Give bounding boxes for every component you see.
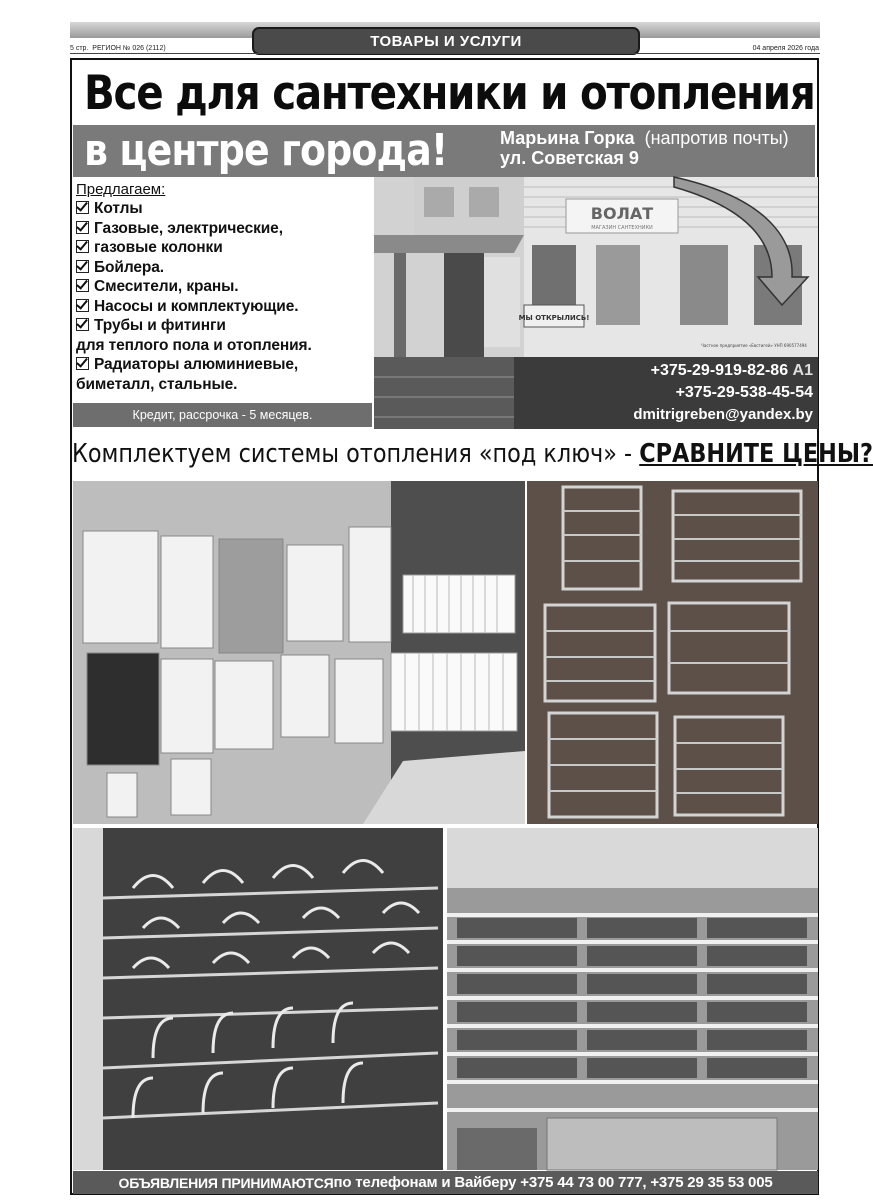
turnkey-tagline: Комплектуем системы отопления «под ключ» - СРАВНИТЕ ЦЕНЫ? — [72, 439, 873, 469]
phone-1[interactable]: +375-29-919-82-86 А1 — [650, 362, 813, 379]
store-sign-text: ВОЛАТ — [590, 204, 654, 223]
checkbox-icon — [76, 260, 89, 273]
page-number: 5 стр. РЕГИОН № 026 (2112) — [70, 45, 166, 52]
faucets-illustration — [73, 828, 443, 1170]
credit-banner: Кредит, рассрочка - 5 месяцев. — [73, 403, 372, 427]
svg-text:Частное предприятие «Евстигей»: Частное предприятие «Евстигей» УНП 690577494 — [701, 343, 807, 348]
offer-item: Газовые, электрические, — [76, 219, 372, 239]
footer-text: по телефонам и Вайберу +375 44 73 00 777, +375 29 35 53 005 — [333, 1174, 773, 1191]
offer-item: Бойлера. — [76, 258, 372, 278]
open-sign-text: МЫ ОТКРЫЛИСЬ! — [518, 314, 590, 322]
offer-item: газовые колонки — [76, 238, 372, 258]
checkbox-icon — [76, 357, 89, 370]
ad-subheadline: в центре города! — [84, 125, 448, 176]
offers-list — [76, 181, 372, 394]
checkbox-icon — [76, 240, 89, 253]
offer-item: Трубы и фитинги — [76, 316, 372, 336]
ad-headline: Все для сантехники и отопления — [84, 66, 815, 121]
checkbox-icon — [76, 299, 89, 312]
offer-item: Котлы — [76, 199, 372, 219]
compare-prices-cta: СРАВНИТЕ ЦЕНЫ? — [639, 439, 873, 469]
offer-item: Насосы и комплектующие. — [76, 297, 372, 317]
checkbox-icon — [76, 318, 89, 331]
issue-date: 04 апреля 2026 года — [752, 45, 819, 52]
footer-label: ОБЪЯВЛЕНИЯ ПРИНИМАЮТСЯ — [118, 1174, 334, 1191]
checkbox-icon — [76, 279, 89, 292]
footer-contacts — [73, 1171, 818, 1194]
svg-text:МАГАЗИН САНТЕХНИКИ: МАГАЗИН САНТЕХНИКИ — [591, 225, 653, 231]
address-note: (напротив почты) — [644, 128, 789, 148]
boilers-illustration — [73, 481, 525, 824]
towel-rails-photo — [527, 481, 818, 824]
header-rule — [70, 53, 820, 54]
section-title: ТОВАРЫ И УСЛУГИ — [252, 27, 640, 55]
email-address[interactable]: dmitrigreben@yandex.by — [633, 406, 813, 423]
offer-item-continued: биметалл, стальные. — [76, 375, 238, 393]
address-street: ул. Советская 9 — [500, 148, 639, 168]
checkbox-icon — [76, 201, 89, 214]
phone-2[interactable]: +375-29-538-45-54 — [675, 384, 813, 401]
offer-item: Смесители, краны. — [76, 277, 372, 297]
checkbox-icon — [76, 221, 89, 234]
towel-rails-illustration — [527, 481, 818, 824]
offer-item-continued: для теплого пола и отопления. — [76, 336, 312, 354]
fittings-shelves-photo — [447, 828, 818, 1170]
boilers-photo — [73, 481, 525, 824]
offers-title: Предлагаем: — [76, 181, 166, 198]
faucets-photo — [73, 828, 443, 1170]
fittings-shelves-illustration — [447, 828, 818, 1170]
address-city: Марьина Горка (напротив почты) — [500, 128, 789, 148]
offer-item: Радиаторы алюминиевые, — [76, 355, 372, 375]
